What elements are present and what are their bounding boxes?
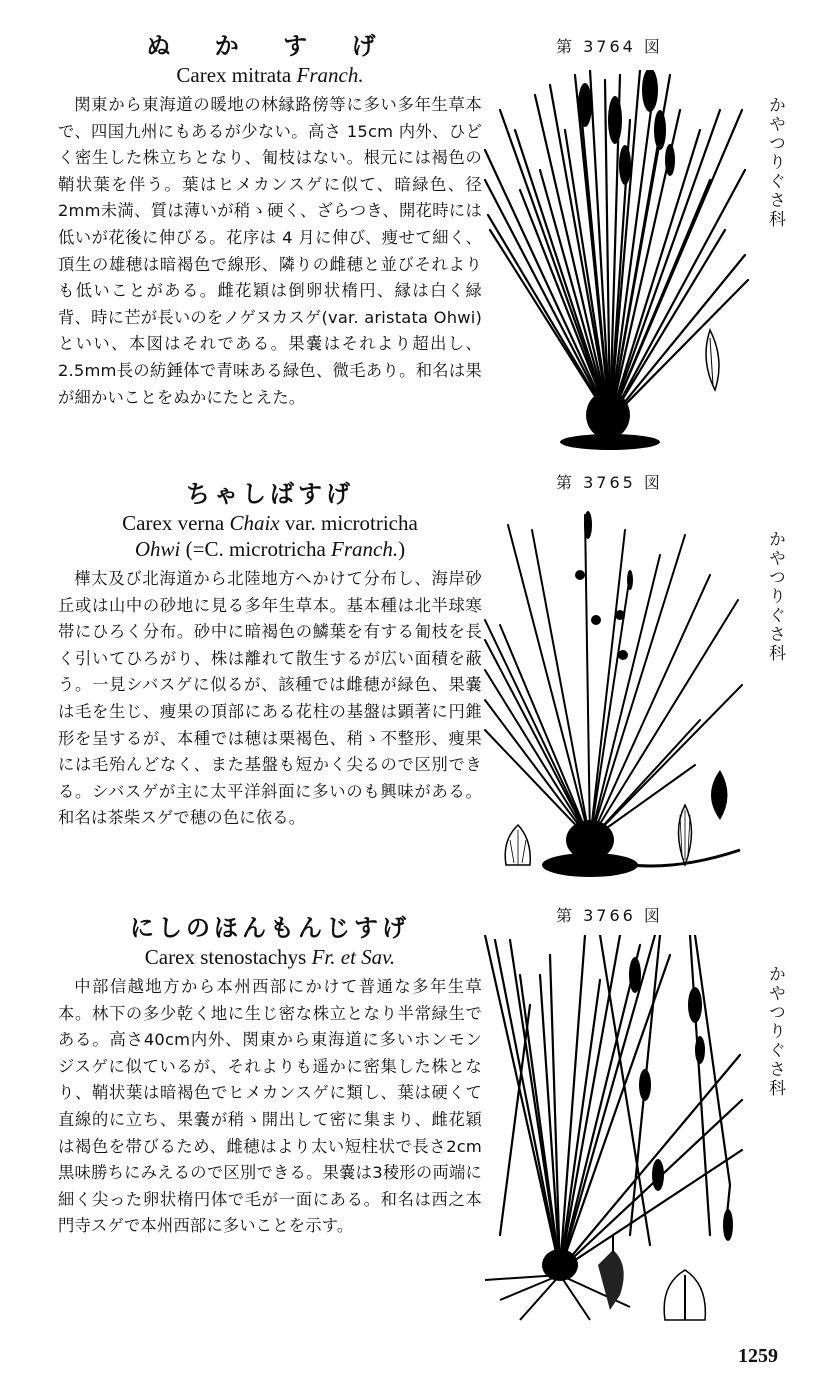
- figure-label-3764: 第 3764 図: [556, 37, 663, 56]
- description: 中部信越地方から本州西部にかけて普通な多年生草本。林下の多少乾く地に生じ密な株立となり半常緑生である。高さ40cm内外、関東から東海道に多いホンモンジスゲに似ているが、それよりも遥かに密集した株となり、鞘状葉は暗褐色でヒメカンスゲに類し、葉は硬くて直線的に立ち、果嚢が稍ゝ開出して密に集まり、雌花穎は褐色を帯びるため、雌穂はより太い短柱状で長さ2cm黒味勝ちにみえるので区別できる。果嚢は3稜形の両端に細く尖った卵状楕円体で毛が一面にある。和名は西之本門寺スゲで本州西部に多いことを示す。: [58, 977, 482, 1236]
- description: 関東から東海道の暖地の林縁路傍等に多い多年生草本で、四国九州にもあるが少ない。高さ 15cm 内外、ひどく密生した株立ちとなり、匍枝はない。根元には褐色の鞘状葉を伴う。葉はヒメカンスゲに似て、暗緑色、径2mm未満、質は薄いが稍ゝ硬く、ざらつき、開花時には低いが花後に伸びる。花序は 4 月に伸び、痩せて細く、頂生の雄穂は暗褐色で線形、隣りの雌穂と並びそれよりも低いことがある。雌花穎は倒卵状楕円、縁は白く緑背、時に芒が長いのをノゲヌカスゲ(var. aristata Ohwi)といい、本図はそれである。果嚢はそれより超出し、2.5mm長の紡錘体で青味ある緑色、微毛あり。和名は果が細かいことをぬかにたとえた。: [58, 95, 482, 407]
- entry-nukasuge: [58, 30, 482, 411]
- sci-part: Carex verna: [122, 511, 230, 535]
- sci-part: ): [398, 537, 406, 561]
- page-number: 1259: [738, 1345, 778, 1367]
- japanese-name: ちゃしばすげ: [186, 480, 354, 508]
- entry-chashibasuge: [58, 478, 482, 832]
- author: Fr. et Sav.: [311, 945, 396, 969]
- scientific-name: [58, 62, 482, 88]
- genus-species: Carex stenostachys: [144, 945, 307, 969]
- entry-nishinohonmonjisuge: [58, 912, 482, 1240]
- author: Ohwi: [134, 537, 181, 561]
- scientific-name: [58, 944, 482, 970]
- scientific-name: [58, 510, 482, 536]
- japanese-name: にしのほんもんじすげ: [130, 914, 410, 942]
- family-label: かやつりぐさ科: [765, 965, 785, 1098]
- plant-illustration-3764: [480, 70, 750, 455]
- author: Franch.: [331, 537, 399, 561]
- sci-part: (=C. microtricha: [180, 537, 332, 561]
- plant-illustration-3765: [480, 505, 750, 890]
- figure-label-3765: 第 3765 図: [556, 473, 663, 492]
- family-label: かやつりぐさ科: [765, 530, 785, 663]
- family-label: かやつりぐさ科: [765, 96, 785, 229]
- japanese-name: ぬ か す げ: [146, 32, 394, 60]
- author: Franch.: [296, 63, 364, 87]
- plant-illustration-3766: [480, 935, 760, 1325]
- figure-label-3766: 第 3766 図: [556, 906, 663, 925]
- genus-species: Carex mitrata: [176, 63, 292, 87]
- author: Chaix: [229, 511, 280, 535]
- sci-part: var. microtricha: [279, 511, 418, 535]
- scientific-name-line2: [58, 536, 482, 562]
- description: 樺太及び北海道から北陸地方へかけて分布し、海岸砂丘或は山中の砂地に見る多年生草本。基本種は北半球寒帯にひろく分布。砂中に暗褐色の鱗葉を有する匍枝を長く引いてひろがり、株は離れて散生するが広い面積を蔽う。一見シバスゲに似るが、該種では雌穂が緑色、果嚢は毛を生じ、痩果の頂部にある花柱の基盤は顕著に円錐形を呈するが、本種では穂は栗褐色、稍ゝ不整形、痩果には毛殆んどなく、また基盤も短かく尖るので区別できる。シバスゲが主に太平洋斜面に多いのも興味がある。和名は茶柴スゲで穂の色に依る。: [58, 569, 482, 828]
